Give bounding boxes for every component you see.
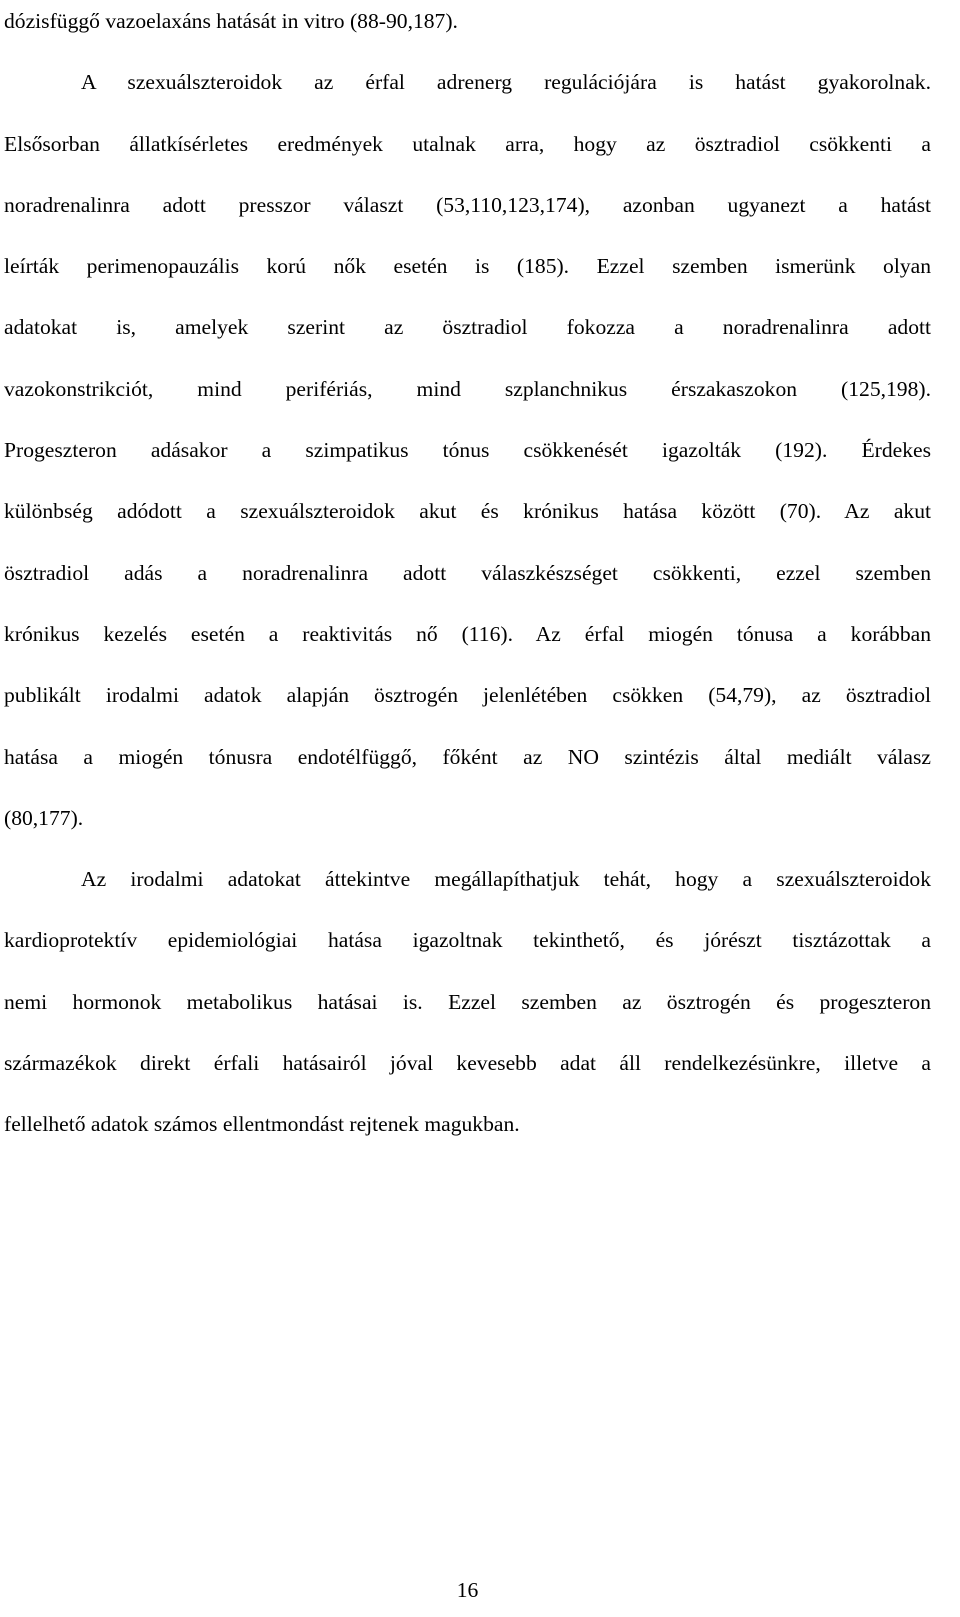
text-line: adatokat is, amelyek szerint az ösztradiol fokozza a noradrenalinra adott — [4, 315, 931, 340]
text-line: Az irodalmi adatokat áttekintve megállapíthatjuk tehát, hogy a szexuálszteroidok — [81, 867, 931, 892]
text-line: hatása a miogén tónusra endotélfüggő, főként az NO szintézis által mediált válasz — [4, 744, 931, 769]
body-text — [4, 0, 931, 1165]
page-number: 16 — [456, 1578, 479, 1602]
text-line: fellelhető adatok számos ellentmondást rejtenek magukban. — [4, 1112, 520, 1137]
text-line: vazokonstrikciót, mind perifériás, mind szplanchnikus érszakaszokon (125,198). — [4, 376, 931, 401]
text-line: Progeszteron adásakor a szimpatikus tónus csökkenését igazolták (192). Érdekes — [4, 438, 931, 463]
text-line: származékok direkt érfali hatásairól jóval kevesebb adat áll rendelkezésünkre, illetve a — [4, 1051, 931, 1076]
text-line: A szexuálszteroidok az érfal adrenerg regulációjára is hatást gyakorolnak. — [81, 70, 931, 95]
text-line: különbség adódott a szexuálszteroidok akut és krónikus hatása között (70). Az akut — [4, 499, 931, 524]
text-line: krónikus kezelés esetén a reaktivitás nő (116). Az érfal miogén tónusa a korábban — [4, 621, 931, 646]
text-line: leírták perimenopauzális korú nők esetén is (185). Ezzel szemben ismerünk olyan — [4, 254, 931, 279]
text-line: kardioprotektív epidemiológiai hatása igazoltnak tekinthető, és jórészt tisztázottak a — [4, 928, 931, 953]
text-line: noradrenalinra adott presszor választ (53,110,123,174), azonban ugyanezt a hatást — [4, 192, 931, 217]
text-line: dózisfüggő vazoelaxáns hatását in vitro (88-90,187). — [4, 9, 458, 33]
text-line: (80,177). — [4, 805, 84, 830]
text-line: ösztradiol adás a noradrenalinra adott válaszkészséget csökkenti, ezzel szemben — [4, 560, 931, 585]
text-line: publikált irodalmi adatok alapján ösztrogén jelenlétében csökken (54,79), az ösztradiol — [4, 683, 931, 708]
text-line: Elsősorban állatkísérletes eredmények utalnak arra, hogy az ösztradiol csökkenti a — [4, 131, 931, 156]
text-line: nemi hormonok metabolikus hatásai is. Ezzel szemben az ösztrogén és progeszteron — [4, 989, 931, 1014]
